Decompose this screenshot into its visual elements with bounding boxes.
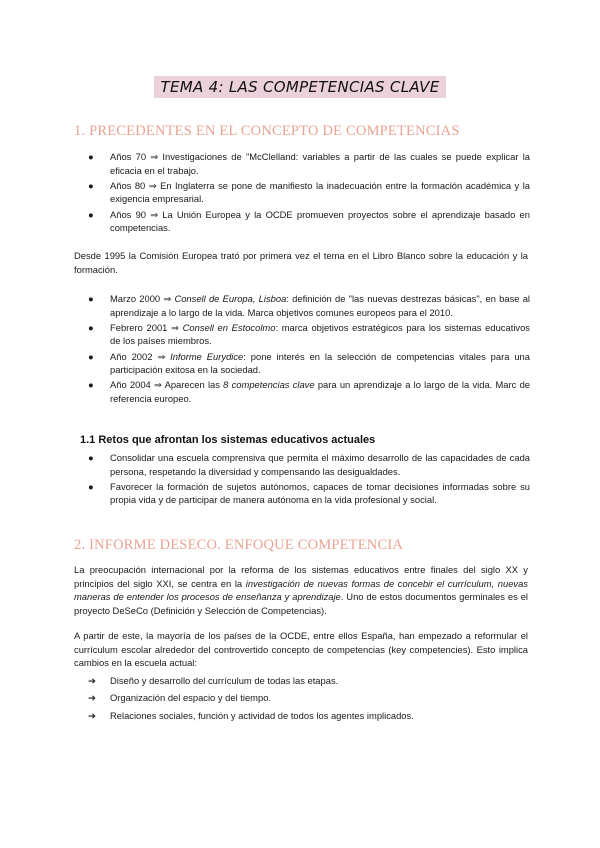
arrow-right-icon: ➔: [88, 692, 96, 704]
list-item-text: Organización del espacio y del tiempo.: [110, 692, 272, 704]
list-item: [88, 150, 530, 177]
list-item: [88, 691, 528, 705]
changes-list: [88, 674, 528, 726]
title-wrap: [0, 76, 600, 98]
timeline-list: [88, 292, 530, 407]
list-item: [88, 674, 528, 688]
list-item: [88, 480, 530, 507]
emphasis: 8 competencias clave: [223, 379, 315, 391]
list-item-text: Años 80 ⇒ En Inglaterra se pone de manifiesto la inadecuación entre la formación académica y la exigencia empresarial.: [110, 179, 530, 205]
bullet-icon: ●: [88, 179, 94, 191]
bullet-icon: ●: [88, 208, 94, 220]
timeline-item: ● Año 2002 ⇒ Informe Eurydice: pone interés en la selección de competencias vitales para una participación exitosa en la sociedad.: [88, 350, 530, 376]
bullet-icon: ●: [88, 379, 94, 391]
bullet-icon: ●: [88, 293, 94, 304]
bullet-icon: ●: [88, 452, 94, 463]
list-item-text: Años 70 ⇒ Investigaciones de "McClelland: variables a partir de las cuales se puede explicar la eficacia en el trabajo.: [110, 151, 530, 176]
section-2-heading: 2. INFORME DESECO. ENFOQUE COMPETENCIA: [74, 537, 404, 553]
list-item-text: Diseño y desarrollo del currículum de todas las etapas.: [110, 675, 339, 686]
bullet-icon: ●: [88, 480, 94, 492]
timeline-item: ● Año 2004 ⇒ Aparecen las 8 competencias clave para un aprendizaje a lo largo de la vida. Marc de referencia europeo.: [88, 379, 530, 404]
intro-paragraph: Desde 1995 la Comisión Europea trató por primera vez el tema en el Libro Blanco sobre la educación y la formación.: [74, 250, 528, 275]
timeline-item: ● Marzo 2000 ⇒ Consell de Europa, Lisboa: definición de "las nuevas destrezas básicas", en base al aprendizaje a lo largo de la vida. Marca objetivos comunes europeos para el 2010.: [88, 293, 531, 318]
timeline-item: ● Febrero 2001 ⇒ Consell en Estocolmo: marca objetivos estratégicos para los sistemas educativos de los países miembros.: [88, 321, 530, 347]
ocde-paragraph: A partir de este, la mayoría de los países de la OCDE, entre ellos España, han empezado a reformular el currículum escolar alrededor del controvertido concepto de competencias (key competencies). Esto implica cambios en la escuela actual:: [74, 630, 528, 669]
list-item-text: Relaciones sociales, función y actividad de todos los agentes implicados.: [110, 709, 414, 721]
subsection-1-1-heading: 1.1 Retos que afrontan los sistemas educativos actuales: [80, 434, 376, 446]
emphasis: Informe Eurydice: [170, 350, 244, 362]
bullet-icon: ●: [88, 321, 94, 333]
bullet-icon: ●: [88, 350, 94, 362]
section-1-bullets: [88, 150, 530, 236]
arrow-right-icon: ➔: [88, 675, 96, 686]
bullet-icon: ●: [88, 151, 94, 162]
deseco-paragraph: La preocupación internacional por la reforma de los sistemas educativos entre finales del siglo XX y principios del siglo XXI, se centra en la investigación de nuevas formas de concebir el currículum, nuevas maneras de entender los procesos de enseñanza y aprendizaje. Uno de estos documentos germinales es el proyecto DeSeCo (Definición y Selección de Competencias).: [74, 564, 528, 616]
section-1-heading: 1. PRECEDENTES EN EL CONCEPTO DE COMPETENCIAS: [74, 123, 460, 139]
challenges-list: [88, 451, 530, 509]
list-item-text: Favorecer la formación de sujetos autónomos, capaces de tomar decisiones informadas sobre su propia vida y de participar de manera autónoma en la vida profesional y social.: [110, 480, 530, 506]
list-item-text: Años 90 ⇒ La Unión Europea y la OCDE promueven proyectos sobre el aprendizaje basado en competencias.: [110, 208, 530, 234]
page-title: TEMA 4: LAS COMPETENCIAS CLAVE: [154, 76, 445, 98]
emphasis: Consell de Europa, Lisboa: [174, 293, 287, 304]
emphasis: Consell en Estocolmo: [182, 321, 276, 333]
list-item: [88, 709, 528, 723]
emphasis: investigación de nuevas formas de concebir el currículum, nuevas maneras de entender los procesos de enseñanza y aprendizaje: [74, 577, 528, 603]
list-item-text: Consolidar una escuela comprensiva que permita el máximo desarrollo de las capacidades de cada persona, respetando la diversidad y compensando las desigualdades.: [110, 452, 530, 477]
arrow-right-icon: ➔: [88, 709, 96, 721]
list-item: [88, 451, 530, 478]
list-item: [88, 179, 530, 206]
list-item: [88, 208, 530, 235]
